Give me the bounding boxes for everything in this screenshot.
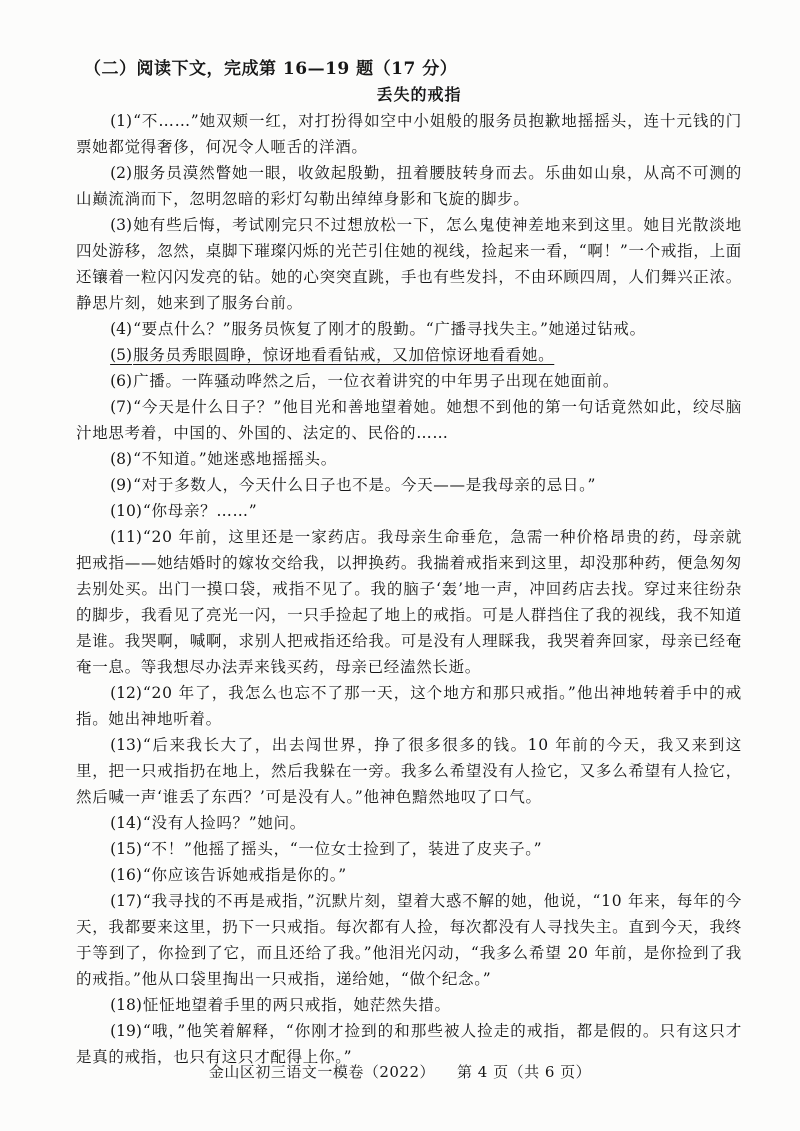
paragraph-text: “没有人捡吗？”她问。 — [142, 814, 306, 832]
paragraph-5-underlined — [76, 342, 742, 368]
paragraph-number: (18) — [110, 996, 142, 1014]
paragraph-text: 服务员漠然瞥她一眼，收敛起殷勤，扭着腰肢转身而去。乐曲如山泉，从高不可测的山巅流淌而下，忽明忽暗的彩灯勾勒出绰绰身影和飞旋的脚步。 — [76, 164, 742, 208]
paragraph-2 — [76, 160, 742, 212]
paragraph-text: 服务员秀眼圆睁，惊讶地看看钻戒，又加倍惊讶地看看她。 — [133, 346, 555, 364]
paragraph-number: (3) — [110, 216, 133, 234]
paragraph-text: “哦，”他笑着解释，“你刚才捡到的和那些被人捡走的戒指，都是假的。只有这只才是真的戒指，也只有这只才配得上你。” — [76, 1022, 742, 1066]
paragraph-7 — [76, 394, 742, 446]
paragraph-16 — [76, 862, 742, 888]
page-number: 第 4 页（共 6 页） — [457, 1063, 592, 1081]
paragraph-4 — [76, 316, 742, 342]
paragraph-9 — [76, 472, 742, 498]
paragraph-number: (8) — [110, 450, 133, 468]
paragraph-number: (7) — [110, 398, 133, 416]
paragraph-text: “对于多数人，今天什么日子也不是。今天——是我母亲的忌日。” — [133, 476, 597, 494]
paragraph-text: 广播。一阵骚动哗然之后，一位衣着讲究的中年男子出现在她面前。 — [133, 372, 620, 390]
paragraph-text: 她有些后悔，考试刚完只不过想放松一下，怎么鬼使神差地来到这里。她目光散淡地四处游移，忽然，桌脚下璀璨闪烁的光芒引住她的视线，捡起来一看，“啊！”一个戒指，上面还镶着一粒闪闪发亮的钻。她的心突突直跳，手也有些发抖，不由环顾四周，人们舞兴正浓。静思片刻，她来到了服务台前。 — [76, 216, 742, 312]
paragraph-number: (15) — [110, 840, 142, 858]
paragraph-8 — [76, 446, 742, 472]
paragraph-text: “20 年前，这里还是一家药店。我母亲生命垂危，急需一种价格昂贵的药，母亲就把戒指——她结婚时的嫁妆交给我，以押换药。我揣着戒指来到这里，却没那种药，便急匆匆去别处买。出门一摸口袋，戒指不见了。我的脑子‘轰’地一声，冲回药店去找。穿过来往纷杂的脚步，我看见了亮光一闪，一只手捡起了地上的戒指。可是人群挡住了我的视线，我不知道是谁。我哭啊，喊啊，求别人把戒指还给我。可是没有人理睬我，我哭着奔回家，母亲已经奄奄一息。等我想尽办法弄来钱买药，母亲已经溘然长逝。 — [76, 528, 742, 676]
paragraph-14 — [76, 810, 742, 836]
paragraph-text: “不知道。”她迷惑地摇摇头。 — [133, 450, 337, 468]
paragraph-text: “我寻找的不再是戒指，”沉默片刻，望着大惑不解的她，他说，“10 年来，每年的今天，我都要来这里，扔下一只戒指。每次都有人捡，每次都没有人寻找失主。直到今天，我终于等到了，你捡到了它，而且还给了我。”他泪光闪动，“我多么希望 20 年前，是你捡到了我的戒指。”他从口袋里掏出一只戒指，递给她，“做个纪念。” — [76, 892, 742, 988]
paragraph-17 — [76, 888, 742, 992]
paragraph-number: (14) — [110, 814, 142, 832]
exam-name: 金山区初三语文一模卷（2022） — [208, 1063, 435, 1081]
paragraph-text: “你母亲？……” — [142, 502, 258, 520]
paragraph-text: “今天是什么日子？”他目光和善地望着她。她想不到他的第一句话竟然如此，绞尽脑汁地思考着，中国的、外国的、法定的、民俗的…… — [76, 398, 742, 442]
paragraph-10 — [76, 498, 742, 524]
paragraph-number: (1) — [110, 112, 133, 130]
paragraph-13 — [76, 732, 742, 810]
paragraph-3 — [76, 212, 742, 316]
story-title: 丢失的戒指 — [376, 85, 462, 104]
paragraph-number: (9) — [110, 476, 133, 494]
paragraph-15 — [76, 836, 742, 862]
paragraph-text: “不！”他摇了摇头，“一位女士捡到了，装进了皮夹子。” — [142, 840, 543, 858]
paragraph-number: (5) — [110, 346, 133, 364]
paragraph-text: “不……”她双颊一红，对打扮得如空中小姐般的服务员抱歉地摇摇头，连十元钱的门票她都觉得奢侈，何况令人咂舌的洋酒。 — [76, 112, 742, 156]
paragraph-text: “你应该告诉她戒指是你的。” — [142, 866, 347, 884]
paragraph-text: “后来我长大了，出去闯世界，挣了很多很多的钱。10 年前的今天，我又来到这里，把一只戒指扔在地上，然后我躲在一旁。我多么希望没有人捡它，又多么希望有人捡它，然后喊一声‘谁丢了东西？’可是没有人。”他神色黯然地叹了口气。 — [76, 736, 742, 806]
paragraph-number: (12) — [110, 684, 142, 702]
paragraph-text: 怔怔地望着手里的两只戒指，她茫然失措。 — [142, 996, 451, 1014]
paragraph-1 — [76, 108, 742, 160]
paragraph-number: (4) — [110, 320, 133, 338]
paragraph-text: “20 年了，我怎么也忘不了那一天，这个地方和那只戒指。”他出神地转着手中的戒指。她出神地听着。 — [76, 684, 742, 728]
paragraph-number: (2) — [110, 164, 133, 182]
paragraph-12 — [76, 680, 742, 732]
paragraph-number: (10) — [110, 502, 142, 520]
paragraph-18 — [76, 992, 742, 1018]
paragraph-number: (16) — [110, 866, 142, 884]
paragraph-number: (6) — [110, 372, 133, 390]
story-body — [76, 108, 742, 1070]
page-footer — [0, 1059, 800, 1085]
paragraph-11 — [76, 524, 742, 680]
paragraph-text: “要点什么？”服务员恢复了刚才的殷勤。“广播寻找失主。”她递过钻戒。 — [133, 320, 646, 338]
paragraph-number: (17) — [110, 892, 142, 910]
section-heading: （二）阅读下文，完成第 16—19 题（17 分） — [84, 59, 458, 79]
paragraph-number: (19) — [110, 1022, 142, 1040]
paragraph-number: (11) — [110, 528, 142, 546]
paragraph-number: (13) — [110, 736, 142, 754]
paragraph-6 — [76, 368, 742, 394]
